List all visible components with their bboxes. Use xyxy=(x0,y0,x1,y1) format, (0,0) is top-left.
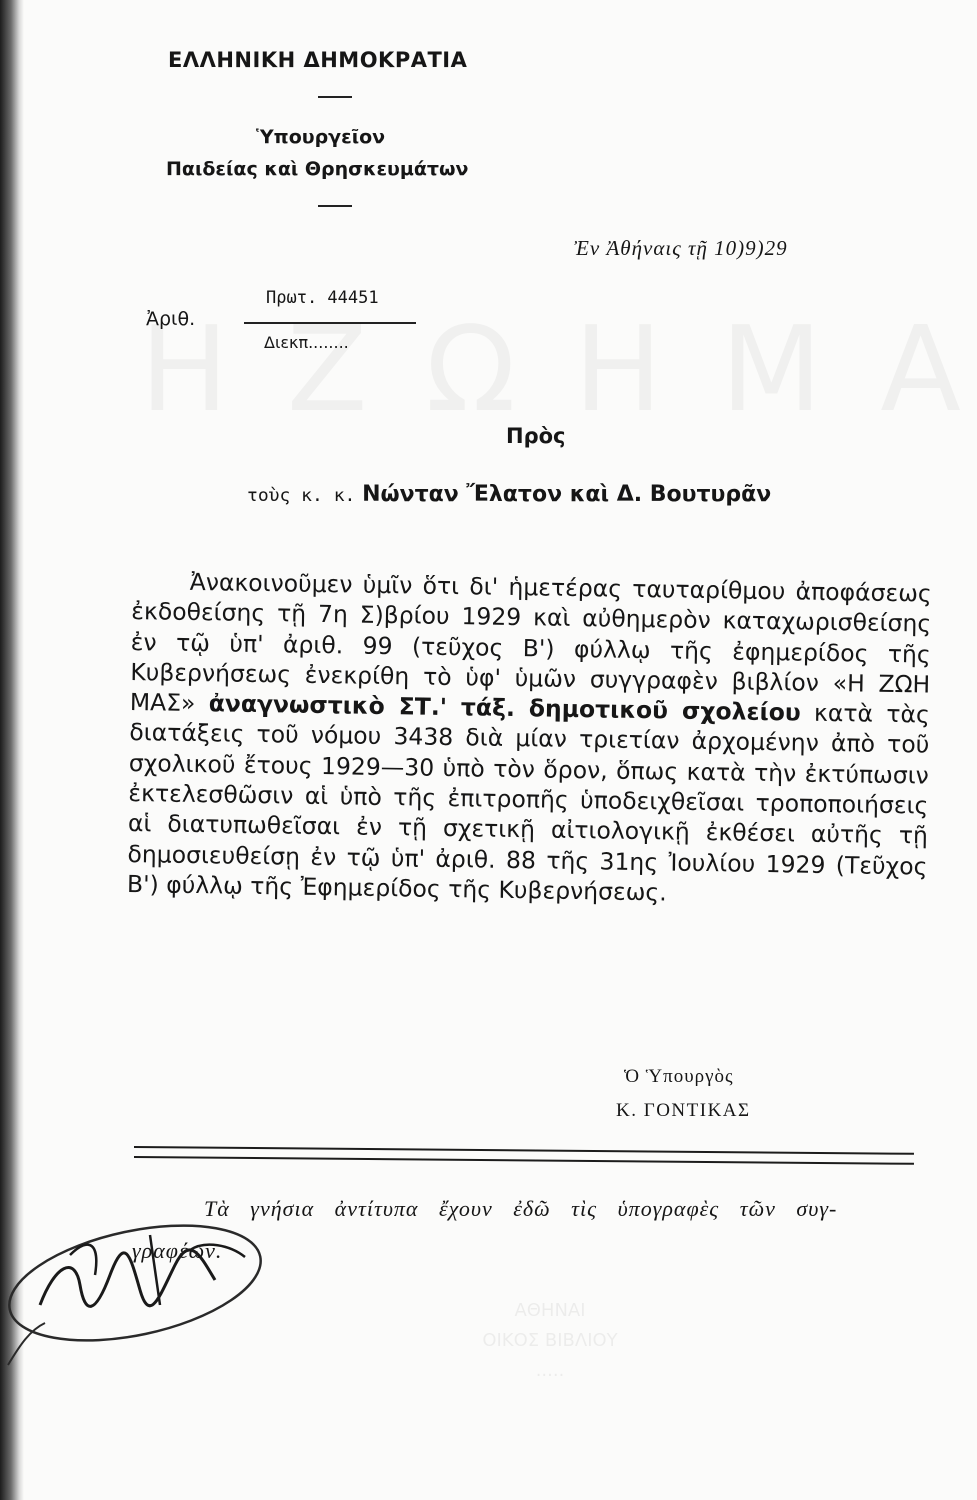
letter-body xyxy=(127,566,932,912)
recipient-names: Νώνταν Ἔλατον καὶ Δ. Βουτυρᾶν xyxy=(362,482,772,507)
diekp-number: Διεκπ........ xyxy=(264,333,349,352)
body-bold-phrase: ἀναγνωστικὸ ΣΤ.' τάξ. δημοτικοῦ σχολείου xyxy=(208,689,801,727)
header-dash-1 xyxy=(318,96,352,98)
handwritten-signature-stamp xyxy=(0,1195,300,1375)
footnote-line-1: Τὰ γνήσια ἀντίτυπα ἔχουν ἐδῶ τὶς ὑπογραφὲς τῶν συγ- xyxy=(204,1196,838,1221)
dateline: Ἐν Ἀθήναις τῇ 10)9)29 xyxy=(574,236,788,260)
recipient-line xyxy=(247,482,771,507)
ministry-line-2: Παιδείας καὶ Θρησκευμάτων xyxy=(166,158,469,180)
protocol-number: Πρωτ. 44451 xyxy=(266,288,379,308)
body-part-2: κατὰ τὰς διατάξεις τοῦ νόμου 3438 διὰ μίαν τριετίαν ἀρχομένην ἀπὸ τοῦ σχολικοῦ ἔτους 1929—30 ὑπὸ τὸν ὅρον, ὅπως κατὰ τὴν ἐκτύπωσιν ἐκτελεσθῶσιν αἱ ὑπὸ τῆς ἐπιτροπῆς ὑποδειχθεῖσαι τροποποιήσεις αἱ διατυπωθεῖσαι ἐν τῇ σχετικῇ αἰτιολογικῇ ἐκθέσει αὐτῆς τῇ δημοσιευθείσῃ ἐν τῷ ὑπ' ἀριθ. 88 τῆς 31ης Ἰουλίου 1929 (Τεῦχος Β') φύλλῳ τῆς Ἐφημερίδος τῆς Κυβερνήσεως. xyxy=(126,698,930,907)
body-part-1: Ἀνακοινοῦμεν ὑμῖν ὅτι δι' ἡμετέρας ταυταρίθμου ἀποφάσεως ἐκδοθείσης τῇ 7η Σ)βρίου 1929 καὶ αὐθημερὸν καταχωρισθείσης ἐν τῷ ὑπ' ἀριθ. 99 (τεῦχος Β') φύλλῳ τῆς ἐφημερίδος τῆς Κυβερνήσεως ἐνεκρίθη τὸ ὑφ' ὑμῶν συγγραφὲν βιβλίον «Η ΖΩΗ ΜΑΣ» xyxy=(129,567,932,718)
republic-heading: ΕΛΛΗΝΙΚΗ ΔΗΜΟΚΡΑΤΙΑ xyxy=(168,48,468,72)
signer-name: Κ. ΓΟΝΤΙΚΑΣ xyxy=(616,1100,751,1121)
reference-label: Ἀριθ. xyxy=(146,308,196,330)
signer-title: Ὁ Ὑπουργὸς xyxy=(624,1066,734,1087)
signature-strokes xyxy=(70,1235,245,1305)
footer-rule-2 xyxy=(134,1156,914,1165)
recipient-prefix: τοὺς κ. κ. xyxy=(247,485,356,506)
show-through-bottom: ΑΘΗΝΑΙ ΟΙΚΟΣ ΒΙΒΛΙΟΥ ..... xyxy=(482,1300,618,1381)
signature-scrawl xyxy=(40,1250,215,1306)
stamp-oval xyxy=(0,1206,271,1361)
header-dash-2 xyxy=(318,205,352,207)
reference-fraction-line xyxy=(244,322,416,324)
footer-rule-1 xyxy=(134,1146,914,1155)
ministry-line-1: Ὑπουργεῖον xyxy=(256,126,386,148)
recipient-heading: Πρὸς xyxy=(506,424,566,448)
footnote-line-2: γραφέων. xyxy=(132,1238,223,1263)
